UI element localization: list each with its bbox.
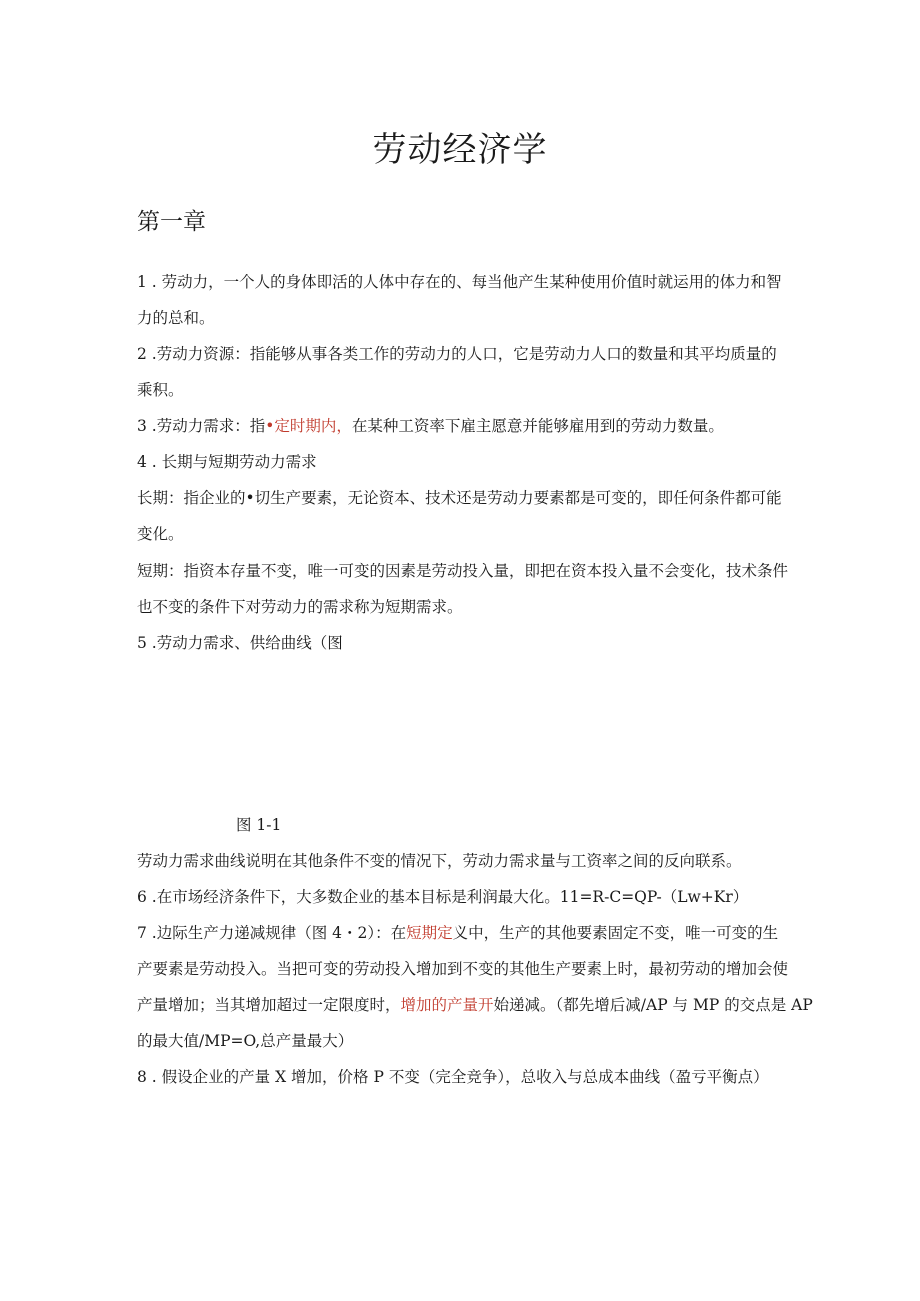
paragraph-line: 2 .劳动力资源：指能够从事各类工作的劳动力的人口，它是劳动力人口的数量和其平均质量的 — [137, 345, 777, 363]
text-segment: 始递减。（都先增后减/AP 与 MP 的交点是 AP — [493, 996, 813, 1014]
paragraph-line: 产要素是劳动投入。当把可变的劳动投入增加到不变的其他生产要素上时，最初劳动的增加会使 — [137, 960, 789, 978]
paragraph-line: 8 . 假设企业的产量 X 增加，价格 P 不变（完全竞争），总收入与总成本曲线（盈亏平衡点） — [137, 1068, 769, 1086]
text-segment: 产量增加；当其增加超过一定限度时， — [137, 996, 401, 1014]
paragraph-line: 劳动力需求曲线说明在其他条件不变的情况下，劳动力需求量与工资率之间的反向联系。 — [137, 852, 742, 870]
text-segment: 在某种工资率下雇主愿意并能够雇用到的劳动力数量。 — [351, 417, 724, 435]
figure-caption: 图 1-1 — [236, 816, 282, 834]
paragraph-line — [137, 413, 797, 439]
text-segment: 7 .边际生产力递减规律（图 4・2）：在 — [137, 924, 407, 942]
highlighted-text: •定时期内， — [265, 417, 352, 435]
paragraph-line: 长期：指企业的•切生产要素，无论资本、技术还是劳动力要素都是可变的，即任何条件都可能 — [137, 489, 782, 507]
paragraph-line — [137, 992, 813, 1018]
paragraph-line: 1 . 劳动力，一个人的身体即活的人体中存在的、每当他产生某种使用价值时就运用的体力和智 — [137, 273, 782, 291]
paragraph-line: 4 . 长期与短期劳动力需求 — [137, 453, 317, 471]
paragraph-line: 也不变的条件下对劳动力的需求称为短期需求。 — [137, 598, 463, 616]
highlighted-text: 短期定 — [406, 924, 453, 942]
text-segment: 3 .劳动力需求：指 — [137, 417, 266, 435]
paragraph-line — [137, 920, 797, 946]
paragraph-line: 乘积。 — [137, 381, 184, 399]
paragraph-line: 的最大值/MP=O,总产量最大） — [137, 1032, 354, 1050]
paragraph-line: 5 .劳动力需求、供给曲线（图 — [137, 634, 343, 652]
paragraph-line: 力的总和。 — [137, 309, 215, 327]
chapter-heading: 第一章 — [137, 209, 206, 235]
paragraph-line: 短期：指资本存量不变，唯一可变的因素是劳动投入量，即把在资本投入量不会变化，技术条件 — [137, 562, 789, 580]
text-segment: 义中，生产的其他要素固定不变，唯一可变的生 — [452, 924, 779, 942]
highlighted-text: 增加的产量开 — [400, 996, 494, 1014]
paragraph-line: 6 .在市场经济条件下，大多数企业的基本目标是利润最大化。11=R-C=QP-（Lw+Kr） — [137, 888, 749, 906]
page-title: 劳动经济学 — [372, 130, 548, 170]
paragraph-line: 变化。 — [137, 525, 184, 543]
